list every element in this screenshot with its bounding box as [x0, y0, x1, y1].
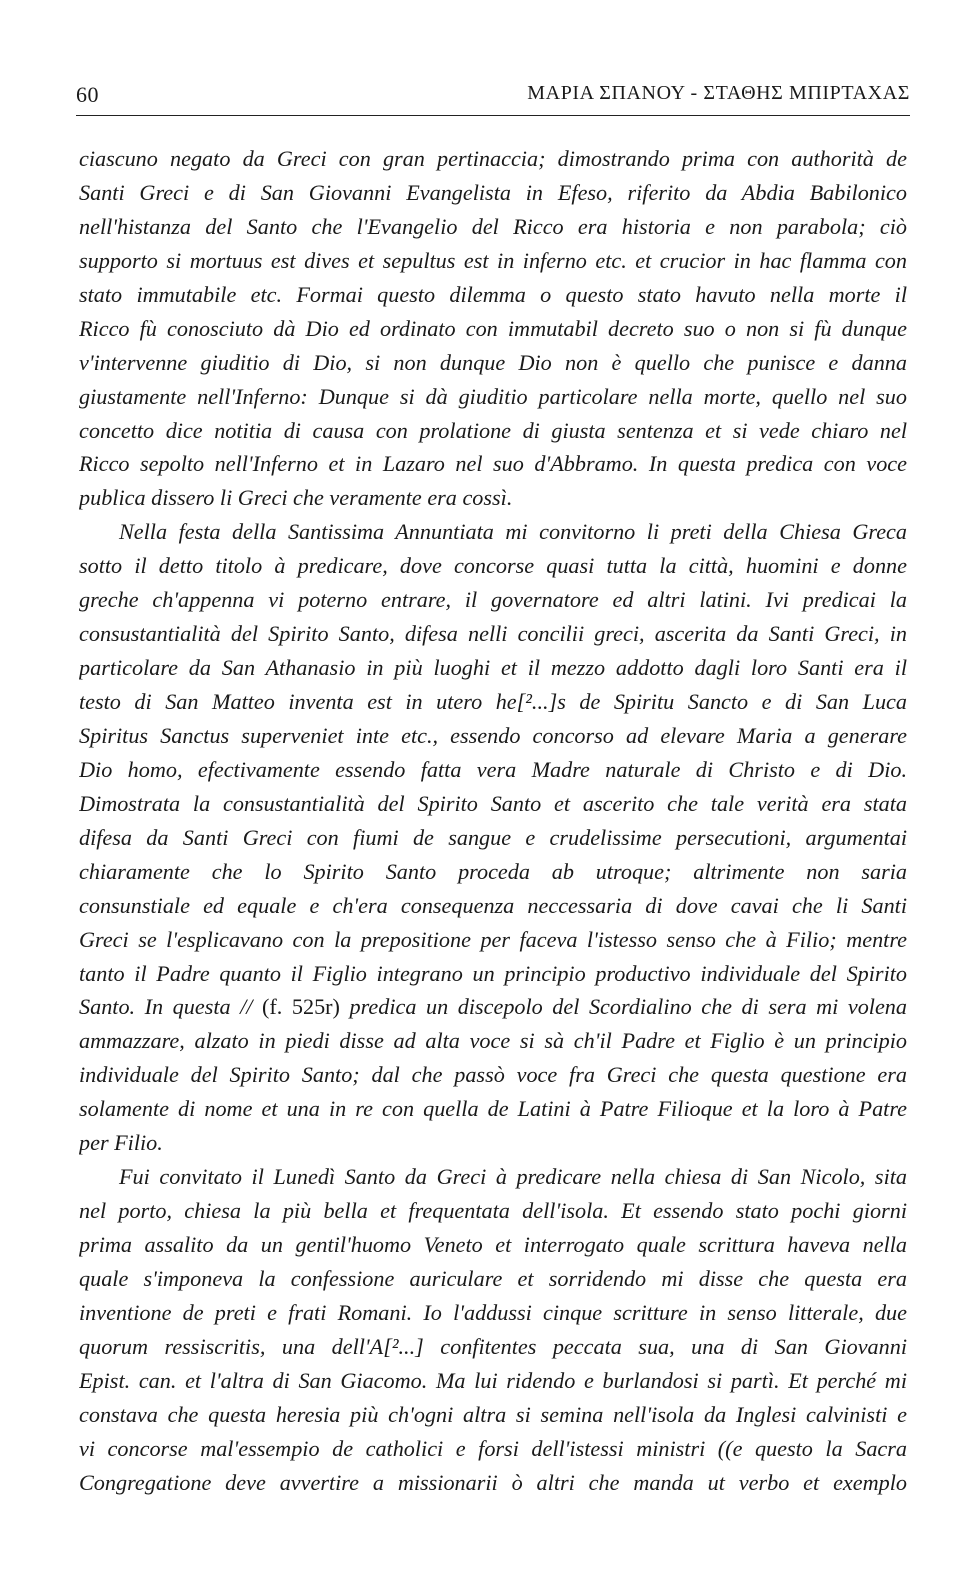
- text-line: prima assalito da un gentil'huomo Veneto et interrogato quale scrittura haveva nella: [79, 1232, 907, 1257]
- text-line: nell'histanza del Santo che l'Evangelio del Ricco era historia e non parabola; ciò: [79, 213, 907, 239]
- text-line: individuale del Spirito Santo; dal che passò voce fra Greci che questa questione era: [79, 1062, 907, 1088]
- text-line: Epist. can. et l'altra di San Giacomo. Ma lui ridendo e burlandosi si partì. Et perché mi: [79, 1367, 907, 1393]
- text-line: ciascuno negato da Greci con gran pertinaccia; dimostrando prima con authorità de: [79, 146, 907, 171]
- running-head-authors: ΜΑΡΙΑ ΣΠΑΝΟΥ - ΣΤΑΘΗΣ ΜΠΙΡΤΑΧΑΣ: [527, 82, 910, 104]
- text-line: giustamente nell'Inferno: Dunque si dà giuditio particolare nella morte, quello nel suo: [79, 383, 907, 409]
- paragraph-end-line: per Filio.: [79, 1130, 163, 1156]
- text-line: sotto il detto titolo à predicare, dove concorse quasi tutta la città, huomini e donne: [79, 553, 907, 579]
- text-line: difesa da Santi Greci con fiumi de sangue e crudelissime persecutioni, argumentai: [79, 824, 907, 850]
- text-line: Greci se l'esplicavano con la prepositione per faceva l'istesso senso che à Filio; mentre: [79, 926, 907, 952]
- text-line: quorum ressiscritis, una dell'A[²...] confitentes peccata sua, una di San Giovanni: [79, 1333, 907, 1359]
- text-line: greche ch'appenna vi poterno entrare, il governatore ed altri latini. Ivi predicai la: [79, 587, 907, 613]
- running-header: [76, 82, 910, 108]
- text-line: Ricco sepolto nell'Inferno et in Lazaro nel suo d'Abbramo. In questa predica con voce: [79, 451, 907, 477]
- text-line: Dio homo, efectivamente essendo fatta vera Madre naturale di Christo e di Dio.: [79, 756, 907, 782]
- header-rule: [76, 115, 910, 116]
- text-line: nel porto, chiesa la più bella et frequentata dell'isola. Et essendo stato pochi giorni: [79, 1198, 907, 1224]
- text-line: tanto il Padre quanto il Figlio integrano un principio productivo individuale del Spirito: [79, 960, 907, 986]
- text-segment: Santo. In questa //: [79, 994, 253, 1020]
- text-line: ammazzare, alzato in piedi disse ad alta voce si sà ch'il Padre et Figlio è un principio: [79, 1028, 907, 1054]
- paragraph-start-line: Fui convitato il Lunedì Santo da Greci à predicare nella chiesa di San Nicolo, sita: [119, 1164, 907, 1190]
- text-segment: predica un discepolo del Scordialino che di sera mi volena: [349, 994, 907, 1020]
- text-line: inventione de preti e frati Romani. Io l'addussi cinque scritture in senso litterale, due: [79, 1299, 907, 1325]
- text-line: concetto dice notitia di causa con prolatione di giusta sentenza et si vede chiaro nel: [79, 417, 907, 443]
- text-line: solamente di nome et una in re con quella de Latini à Patre Filioque et la loro à Patre: [79, 1096, 907, 1122]
- paragraph-end-line: publica dissero li Greci che veramente era cossì.: [79, 485, 513, 511]
- text-line: chiaramente che lo Spirito Santo proceda ab utroque; altrimente non saria: [79, 858, 907, 884]
- text-line: testo di San Matteo inventa est in utero he[²...]s de Spiritu Sancto e di San Luca: [79, 689, 907, 714]
- text-line: Congregatione deve avvertire a missionarii ò altri che manda ut verbo et exemplo: [79, 1469, 907, 1495]
- text-line: stato immutabile etc. Formai questo dilemma o questo stato havuto nella morte il: [79, 281, 907, 307]
- text-line: constava che questa heresia più ch'ogni altra si semina nell'isola da Inglesi calvinisti e: [79, 1401, 907, 1427]
- page-number: 60: [76, 82, 99, 107]
- text-line: Dimostrata la consustantialità del Spirito Santo et ascerito che tale verità era stata: [79, 790, 907, 816]
- paragraph-start-line: Nella festa della Santissima Annuntiata mi convitorno li preti della Chiesa Greca: [119, 519, 907, 545]
- body-text: [79, 142, 907, 1500]
- text-line: consunstiale ed equale e ch'era consequenza neccessaria di dove cavai che li Santi: [79, 892, 907, 918]
- text-line: v'intervenne giuditio di Dio, si non dunque Dio non è quello che punisce e danna: [79, 349, 907, 375]
- text-line: supporto si mortuus est dives et sepultus est in inferno etc. et crucior in hac flamma con: [79, 247, 907, 273]
- text-line: Ricco fù conosciuto dà Dio ed ordinato con immutabil decreto suo o non si fù dunque: [79, 315, 907, 341]
- text-line: Spiritus Sanctus superveniet inte etc., essendo concorso ad elevare Maria a generare: [79, 722, 907, 748]
- text-line: vi concorse mal'essempio de catholici e forsi dell'istessi ministri ((e questo la Sacra: [79, 1435, 907, 1461]
- text-line: consustantialità del Spirito Santo, difesa nelli concilii greci, ascerita da Santi Greci, in: [79, 621, 907, 647]
- folio-marker: (f. 525r): [262, 994, 340, 1020]
- text-line: particolare da San Athanasio in più luoghi et il mezzo addotto dagli loro Santi era il: [79, 655, 907, 681]
- text-line: quale s'imponeva la confessione auriculare et sorridendo mi disse che questa era: [79, 1265, 907, 1291]
- text-line: Santi Greci e di San Giovanni Evangelista in Efeso, riferito da Abdia Babilonico: [79, 179, 907, 205]
- text-line-with-folio: [79, 990, 907, 1024]
